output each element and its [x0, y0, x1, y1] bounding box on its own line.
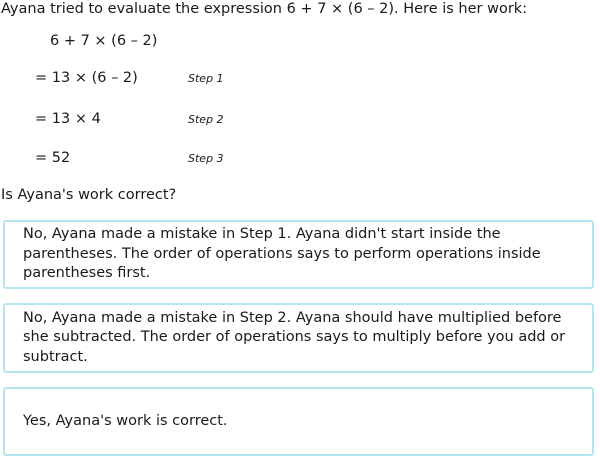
- step-1-expression: = 13 × (6 – 2): [35, 70, 138, 86]
- initial-expression: 6 + 7 × (6 – 2): [50, 33, 158, 49]
- answer-choice-1[interactable]: [3, 220, 594, 289]
- step-2-expression: = 13 × 4: [35, 111, 101, 127]
- step-2-label: Step 2: [188, 113, 224, 126]
- step-1-label: Step 1: [188, 72, 224, 85]
- answer-choice-3-text: Yes, Ayana's work is correct.: [23, 412, 228, 429]
- answer-choice-2[interactable]: [3, 303, 594, 373]
- answer-choice-3[interactable]: [3, 387, 594, 456]
- step-3-expression: = 52: [35, 150, 71, 166]
- question-text: Is Ayana's work correct?: [1, 187, 177, 203]
- answer-choice-2-text: No, Ayana made a mistake in Step 2. Ayana should have multiplied before she subtracted. The order of operations says to multiply before you add or subtract.: [23, 309, 566, 365]
- step-3-label: Step 3: [188, 152, 224, 165]
- problem-prompt: Ayana tried to evaluate the expression 6 + 7 × (6 – 2). Here is her work:: [1, 1, 528, 17]
- answer-choice-1-text: No, Ayana made a mistake in Step 1. Ayana didn't start inside the parentheses. The order of operations says to perform operations inside parentheses first.: [23, 226, 541, 282]
